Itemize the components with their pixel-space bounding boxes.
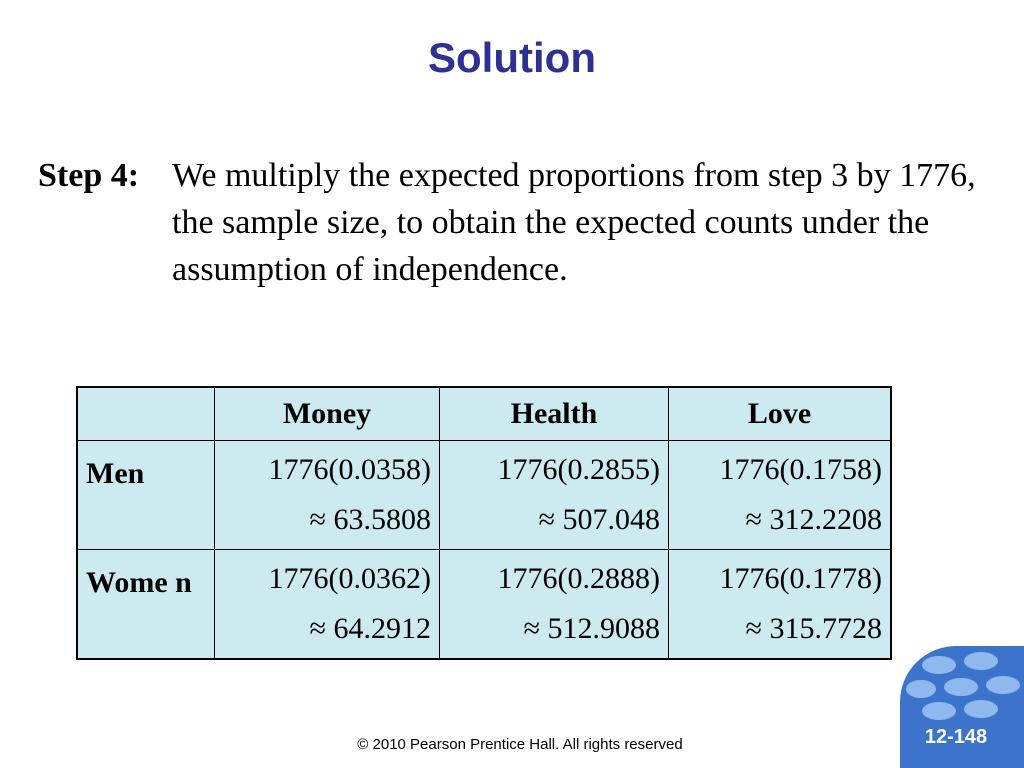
header-love: Love	[669, 387, 892, 441]
step-text: We multiply the expected proportions from step 3 by 1776, the sample size, to obtain the expected counts under the assumption of independence.	[172, 157, 976, 288]
row-label-women: Wome n	[77, 550, 215, 660]
badge-dot	[986, 676, 1020, 694]
cell-result: ≈ 315.7728	[745, 612, 882, 645]
header-corner	[77, 387, 215, 441]
header-money: Money	[215, 387, 440, 441]
table-row	[77, 550, 891, 660]
cell-result: ≈ 64.2912	[309, 612, 431, 645]
cell-formula: 1776(0.0358)	[268, 453, 431, 486]
table-cell	[669, 550, 892, 660]
table-cell	[215, 550, 440, 660]
cell-result: ≈ 312.2208	[745, 503, 882, 536]
table-cell	[440, 441, 669, 550]
cell-result: ≈ 507.048	[538, 503, 660, 536]
table-cell	[440, 550, 669, 660]
badge-dot	[964, 700, 998, 718]
cell-formula: 1776(0.1778)	[719, 562, 882, 595]
badge-dot	[922, 702, 956, 720]
row-label-men: Men	[77, 441, 215, 550]
cell-result: ≈ 512.9088	[523, 612, 660, 645]
cell-result: ≈ 63.5808	[309, 503, 431, 536]
badge-dot	[944, 678, 978, 696]
badge-dot	[906, 680, 936, 698]
badge-dot	[922, 656, 956, 674]
step-paragraph	[38, 152, 988, 293]
cell-formula: 1776(0.0362)	[268, 562, 431, 595]
cell-formula: 1776(0.2888)	[497, 562, 660, 595]
table-row	[77, 441, 891, 550]
cell-formula: 1776(0.1758)	[719, 453, 882, 486]
header-health: Health	[440, 387, 669, 441]
expected-counts-table	[76, 386, 892, 660]
step-label: Step 4:	[38, 157, 140, 194]
cell-formula: 1776(0.2855)	[497, 453, 660, 486]
copyright-footer: © 2010 Pearson Prentice Hall. All rights reserved	[357, 736, 683, 753]
table-cell	[215, 441, 440, 550]
table-cell	[669, 441, 892, 550]
slide-title: Solution	[428, 34, 596, 81]
table-header-row	[77, 387, 891, 441]
slide-number: 12-148	[924, 726, 988, 748]
badge-dot	[964, 652, 998, 670]
slide-number-badge	[900, 646, 1024, 768]
